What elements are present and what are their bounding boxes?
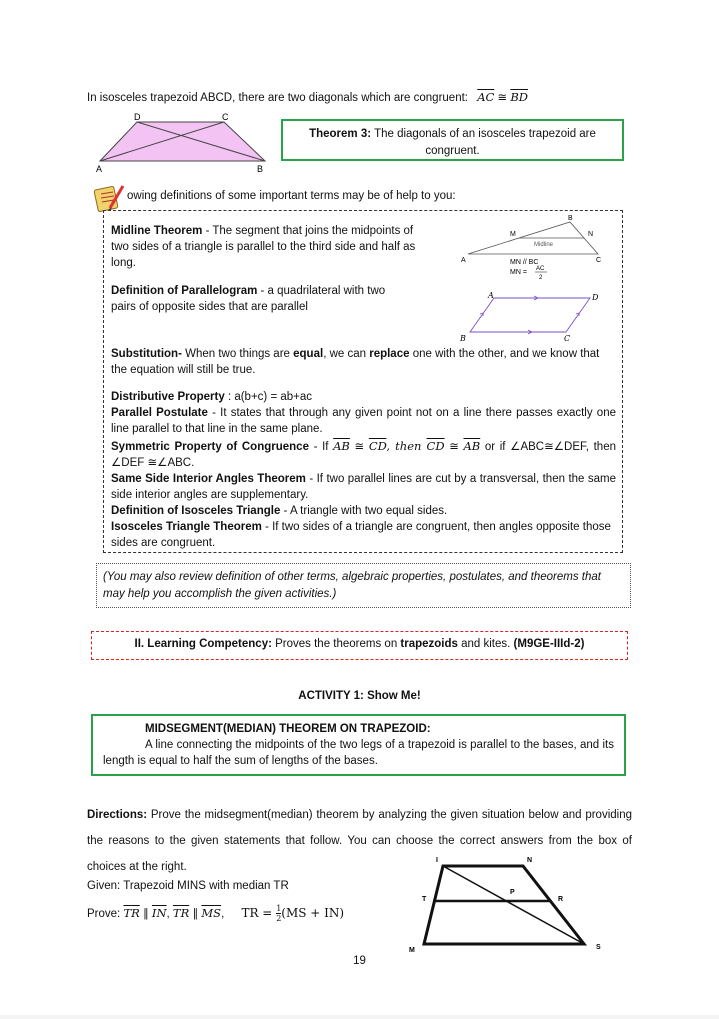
svg-text:I: I [436,857,438,864]
svg-text:N: N [588,231,594,238]
svg-text:Midline: Midline [534,242,554,248]
trapezoid-abcd-figure [92,112,272,174]
theorem-3-box: Theorem 3: The diagonals of an isosceles trapezoid are congruent. [281,119,624,161]
parallelogram-figure [452,288,612,344]
intro-line: In isosceles trapezoid ABCD, there are two diagonals which are congruent: $\overline{AC}$ ≅ $\overline{BD}$ [87,90,529,104]
midline-definition: Midline Theorem - The segment that joins the midpoints of two sides of a triangle is parallel to the third side and half as long. [111,225,416,269]
page-number: 19 [353,955,366,967]
substitution-definition: Substitution- When two things are equal, we can replace one with the other, and we know that the equation will still be true. [111,348,600,376]
trapezoid-mins-figure [400,852,620,956]
isosceles-theorem: Isosceles Triangle Theorem - If two sides of a triangle are congruent, then angles opposite those sides are congruent. [111,521,611,549]
label-a: A [96,164,103,174]
following-text: owing definitions of some important terms may be of help to you: [127,190,456,202]
svg-text:P: P [510,889,515,896]
midsegment-text: A line connecting the midpoints of the two legs of a trapezoid is parallel to the bases, and its length is equal to half the sum of lengths of the bases. [103,739,614,767]
midsegment-title: MIDSEGMENT(MEDIAN) THEOREM ON TRAPEZOID: [145,723,431,735]
svg-text:M: M [510,231,516,238]
label-c: C [222,112,229,122]
svg-text:A: A [461,257,466,264]
parallel-postulate: Parallel Postulate - It states that through any given point not on a line there passes exactly one line parallel to that line in the same plane. [111,407,616,435]
review-note: (You may also review definition of other terms, algebraic properties, postulates, and theorems that may help you accomplish the given activities.) [96,563,631,608]
activity-title: ACTIVITY 1: Show Me! [298,690,421,702]
parallelogram-definition: Definition of Parallelogram - a quadrilateral with two pairs of opposite sides that are parallel [111,285,386,313]
same-side-interior-angles: Same Side Interior Angles Theorem - If two parallel lines are cut by a transversal, then the same side interior angles are supplementary. [111,473,616,501]
learning-competency-box: II. Learning Competency: Proves the theorems on trapezoids and kites. (M9GE-IIId-2) [91,631,628,660]
svg-text:D: D [592,293,599,302]
svg-text:N: N [527,857,533,864]
midsegment-theorem-box [91,714,626,776]
svg-text:MN // BC: MN // BC [510,259,539,266]
svg-text:C: C [564,334,571,343]
distributive-property: Distributive Property : a(b+c) = ab+ac [111,391,313,403]
label-d: D [134,112,141,122]
isosceles-definition: Definition of Isosceles Triangle - A triangle with two equal sides. [111,505,448,517]
svg-text:C: C [596,257,602,264]
given-statement: Given: Trapezoid MINS with median TR [87,880,289,892]
svg-text:M: M [409,947,415,954]
symmetric-property: Symmetric Property of Congruence - If $\overline{AB}$ ≅ $\overline{CD}$, then $\overline{CD}$ ≅ $\overline{AB}$ or if ∠ABC≅∠DEF, then ∠DEF ≅∠ABC. [111,439,616,469]
svg-text:R: R [558,896,564,903]
svg-text:MN =: MN = [510,269,527,276]
svg-text:T: T [422,896,427,903]
svg-text:S: S [596,944,601,951]
label-b: B [257,164,264,174]
prove-statement: Prove: $\overline{TR}$ ∥ $\overline{IN}$, $\overline{TR}$ ∥ $\overline{MS}$, TR = $\frac{1}{2}$ (MS + IN) [87,904,345,923]
svg-text:B: B [460,334,466,343]
svg-text:B: B [568,215,573,222]
svg-text:2: 2 [539,275,543,280]
svg-text:AC: AC [536,266,545,272]
svg-text:A: A [488,291,494,300]
directions: Directions: Prove the midsegment(median) theorem by analyzing the given situation below and providing the reasons to the given statements that follow. You can choose the correct answers from the box of choices at the right. [87,809,632,873]
midline-triangle-figure [458,212,614,280]
